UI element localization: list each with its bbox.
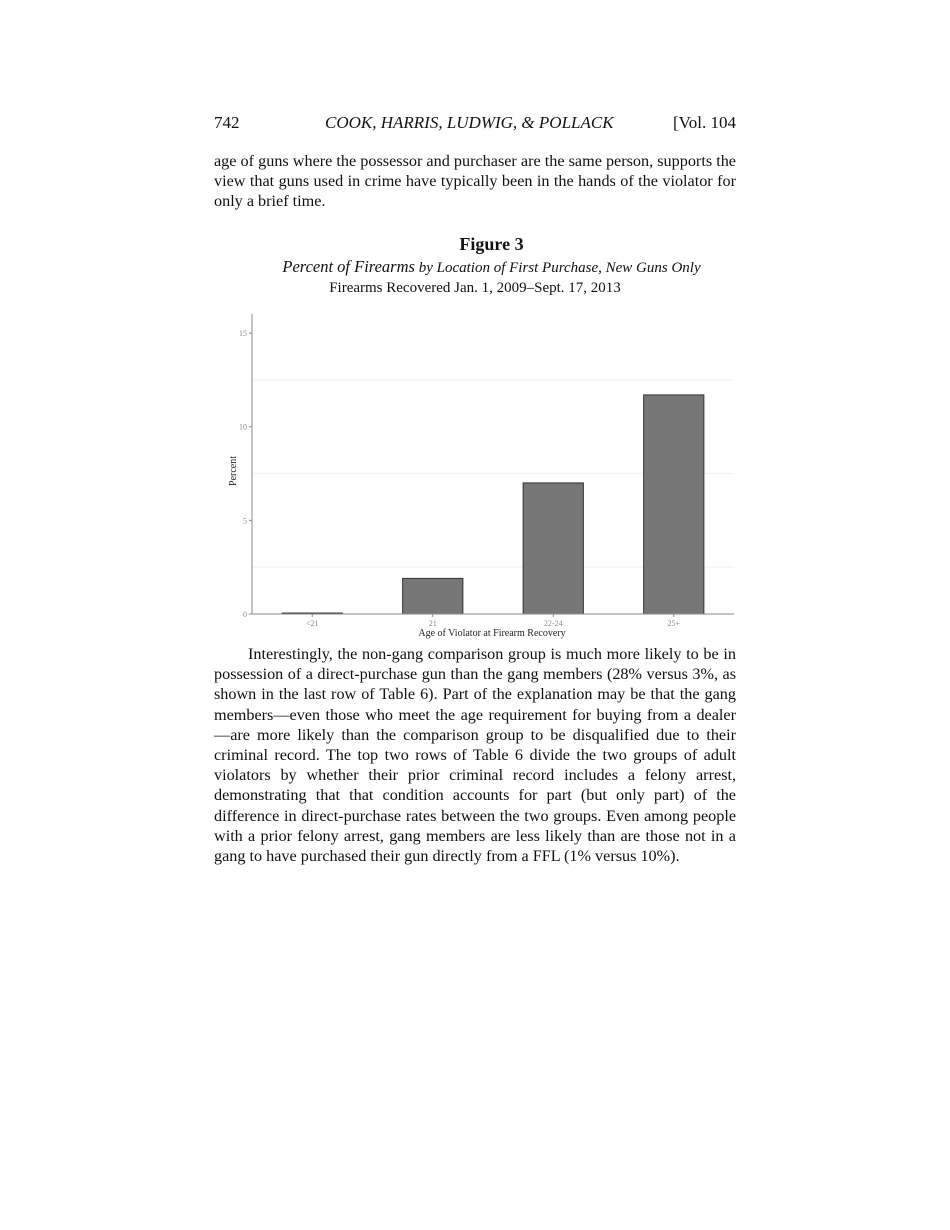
body-paragraph: Interestingly, the non-gang comparison group is much more likely to be in possession of a direct-purchase gun than the gang members (28% versus 3%, as shown in the last row of Table 6). Part of the explanation may be that the gang members—even those who meet the age requirement for buying from a dealer—are more likely than the comparison group to be disqualified due to their criminal record. The top two rows of Table 6 divide the two groups of adult violators by whether their prior criminal record includes a felony arrest, demonstrating that that condition accounts for part (but only part) of the difference in direct-purchase rates between the two groups. Even among people with a prior felony arrest, gang members are less likely than are those not in a gang to have purchased their gun directly from a FFL (1% versus 10%). — [214, 645, 736, 866]
figure-label: Figure 3 — [459, 234, 524, 254]
running-header — [214, 113, 736, 135]
bar-layer — [282, 395, 704, 614]
bar-22-24 — [523, 483, 583, 614]
figure-subtitle — [0, 257, 950, 277]
y-tick-label: 0 — [243, 610, 247, 619]
bar-chart — [222, 312, 742, 644]
x-tick-label: 25+ — [667, 619, 681, 628]
running-title: COOK, HARRIS, LUDWIG, & POLLACK — [325, 113, 614, 132]
y-axis-title: Percent — [228, 456, 239, 486]
x-tick-label: 22-24 — [543, 619, 563, 628]
figure-subtitle-lead: Percent of Firearms — [282, 257, 415, 276]
intro-paragraph: age of guns where the possessor and purchaser are the same person, supports the view that guns used in crime have typically been in the hands of the violator for only a brief time. — [214, 152, 736, 211]
x-tick-label: <21 — [305, 619, 319, 628]
x-axis-title: Age of Violator at Firearm Recovery — [418, 628, 566, 639]
volume-label: [Vol. 104 — [673, 113, 736, 132]
figure-date-range: Firearms Recovered Jan. 1, 2009–Sept. 17, 2013 — [329, 280, 621, 296]
x-tick-label: 21 — [428, 619, 437, 628]
bar-21 — [403, 578, 463, 614]
bar-25+ — [644, 395, 704, 614]
y-tick-label: 5 — [243, 516, 247, 526]
y-tick-label: 15 — [239, 329, 247, 339]
figure-subtitle-rest: by Location of First Purchase, New Guns Only — [414, 260, 701, 276]
y-tick-label: 10 — [239, 422, 247, 432]
page-number: 742 — [214, 113, 240, 132]
